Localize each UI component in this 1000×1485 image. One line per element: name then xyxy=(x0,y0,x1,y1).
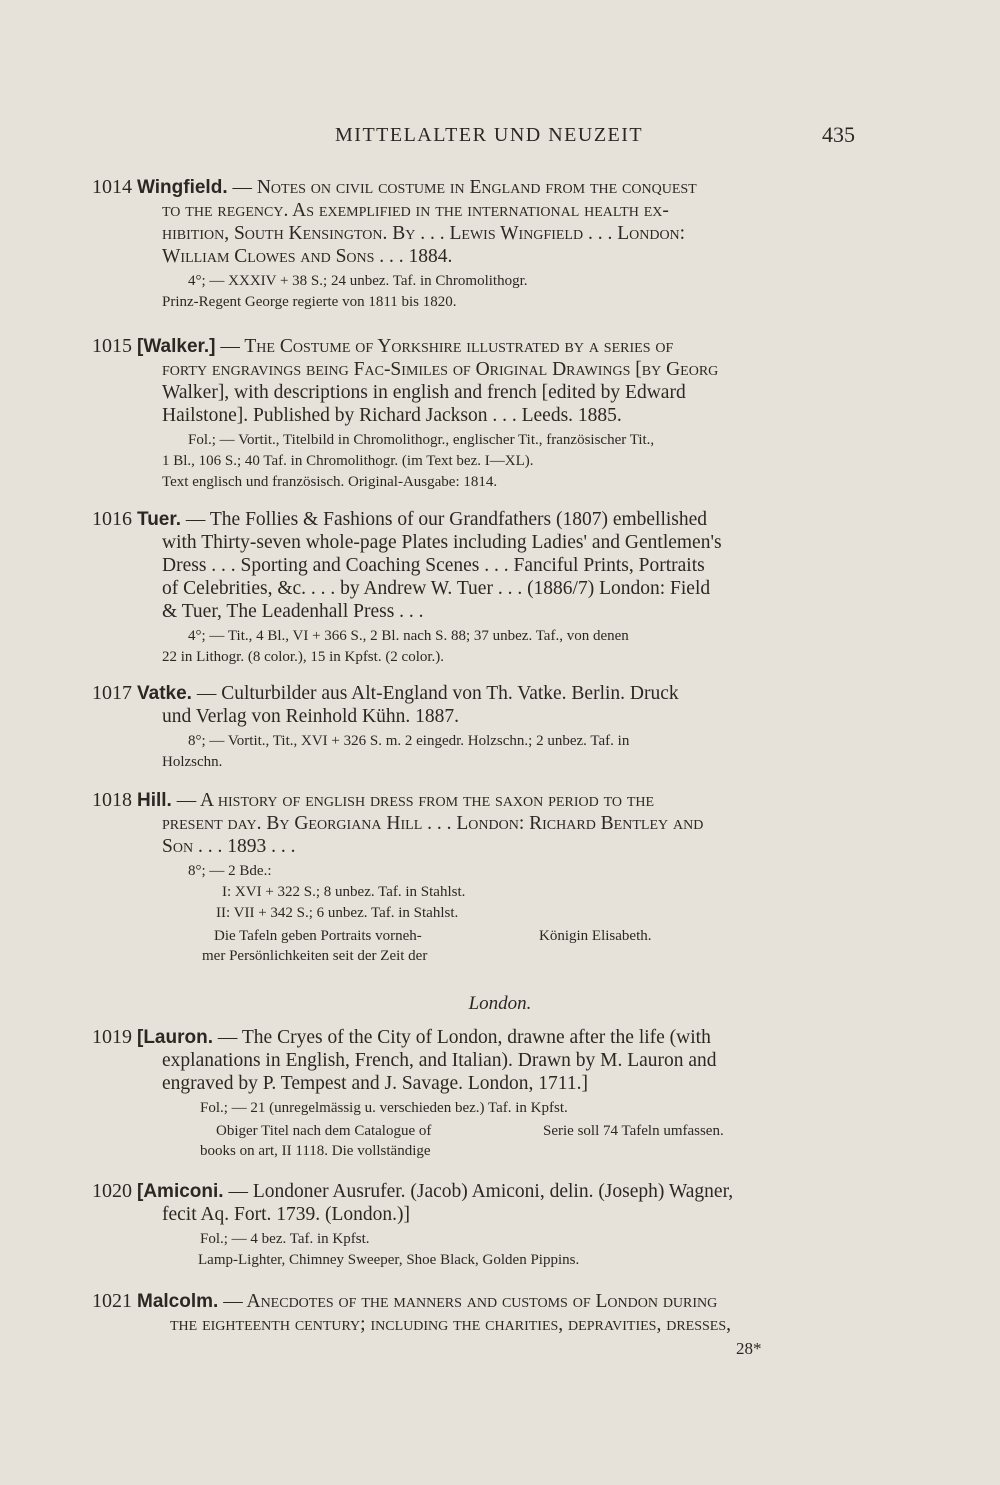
entry-line: — Anecdotes of the manners and customs of London during xyxy=(223,1291,718,1312)
entry-1015 xyxy=(92,335,864,493)
entry-1018 xyxy=(92,789,864,966)
entry-note xyxy=(92,1229,864,1271)
entry-text xyxy=(92,1026,864,1095)
note-line: 8°; — 2 Bde.: xyxy=(188,863,272,879)
entry-number: 1017 xyxy=(92,682,132,704)
entry-number: 1016 xyxy=(92,508,132,530)
note-line: Fol.; — Vortit., Titelbild in Chromolithogr., englischer Tit., französischer Tit., xyxy=(188,432,655,448)
entry-line: forty engravings being Fac-Similes of Original Drawings [by Georg xyxy=(162,359,719,380)
note-line: mer Persönlichkeiten seit der Zeit der xyxy=(202,948,428,964)
entry-1019 xyxy=(92,1026,864,1161)
note-line: Text englisch und französisch. Original-Ausgabe: 1814. xyxy=(162,474,498,490)
entry-note xyxy=(92,626,864,668)
entry-line: und Verlag von Reinhold Kühn. 1887. xyxy=(162,706,459,727)
note-line: 22 in Lithogr. (8 color.), 15 in Kpfst. (2 color.). xyxy=(162,649,445,665)
entry-line: engraved by P. Tempest and J. Savage. London, 1711.] xyxy=(162,1073,588,1094)
note-line: Fol.; — 4 bez. Taf. in Kpfst. xyxy=(200,1231,370,1247)
entry-line: fecit Aq. Fort. 1739. (London.)] xyxy=(162,1204,411,1225)
entry-text xyxy=(92,335,864,427)
entry-1021 xyxy=(92,1290,864,1336)
entry-line: — The Costume of Yorkshire illustrated by a series of xyxy=(220,336,674,357)
entry-note xyxy=(92,1098,864,1119)
note-line: Obiger Titel nach dem Catalogue of xyxy=(216,1123,432,1139)
entry-line: Walker], with descriptions in english and french [edited by Edward xyxy=(162,382,686,403)
entry-line: explanations in English, French, and Italian). Drawn by M. Lauron and xyxy=(162,1050,717,1071)
running-title: MITTELALTER UND NEUZEIT xyxy=(335,124,644,146)
entry-line: the eighteenth century; including the charities, depravities, dresses, xyxy=(170,1314,731,1335)
entry-line: & Tuer, The Leadenhall Press . . . xyxy=(162,601,424,622)
entry-number: 1019 xyxy=(92,1026,132,1048)
entry-note xyxy=(92,731,864,773)
note-line: Serie soll 74 Tafeln umfassen. xyxy=(543,1123,724,1139)
entry-line: of Celebrities, &c. . . . by Andrew W. Tuer . . . (1886/7) London: Field xyxy=(162,578,711,599)
note-line: 8°; — Vortit., Tit., XVI + 326 S. m. 2 eingedr. Holzschn.; 2 unbez. Taf. in xyxy=(188,733,630,749)
entry-line: — A history of english dress from the saxon period to the xyxy=(176,790,655,811)
entry-text xyxy=(92,508,864,623)
entry-1017 xyxy=(92,682,864,773)
entry-1014 xyxy=(92,176,864,313)
entry-line: with Thirty-seven whole-page Plates including Ladies' and Gentlemen's xyxy=(162,532,722,553)
signature-mark: 28* xyxy=(736,1339,762,1358)
entry-note xyxy=(92,861,864,924)
note-line: Die Tafeln geben Portraits vorneh- xyxy=(214,928,422,944)
entry-line: — Notes on civil costume in England from the conquest xyxy=(232,177,697,198)
note-line: 1 Bl., 106 S.; 40 Taf. in Chromolithogr. (im Text bez. I—XL). xyxy=(162,453,534,469)
note-line: Königin Elisabeth. xyxy=(539,928,652,944)
entry-line: — The Follies & Fashions of our Grandfathers (1807) embellished xyxy=(185,509,708,530)
entry-line: Hailstone]. Published by Richard Jackson . . . Leeds. 1885. xyxy=(162,405,622,426)
page-number: 435 xyxy=(822,122,855,147)
entry-text xyxy=(92,1180,864,1226)
entry-number: 1014 xyxy=(92,176,132,198)
note-line: II: VII + 342 S.; 6 unbez. Taf. in Stahlst. xyxy=(216,905,459,921)
entry-line: Dress . . . Sporting and Coaching Scenes . . . Fanciful Prints, Portraits xyxy=(162,555,705,576)
note-line: Holzschn. xyxy=(162,754,223,770)
entry-author: Hill. xyxy=(137,790,172,811)
note-line: 4°; — Tit., 4 Bl., VI + 366 S., 2 Bl. nach S. 88; 37 unbez. Taf., von denen xyxy=(188,628,629,644)
entry-line: — Culturbilder aus Alt-England von Th. Vatke. Berlin. Druck xyxy=(196,683,679,704)
entry-author: Vatke. xyxy=(137,683,192,704)
note-columns xyxy=(92,926,864,966)
entry-text xyxy=(92,1290,864,1336)
entry-1020 xyxy=(92,1180,864,1271)
entry-line: to the regency. As exemplified in the international health ex- xyxy=(162,200,669,221)
note-line: books on art, II 1118. Die vollständige xyxy=(200,1143,431,1159)
entry-number: 1015 xyxy=(92,335,132,357)
entry-author: Tuer. xyxy=(137,509,181,530)
entry-author: Malcolm. xyxy=(137,1291,219,1312)
note-line: 4°; — XXXIV + 38 S.; 24 unbez. Taf. in Chromolithogr. xyxy=(188,273,528,289)
entry-line: hibition, South Kensington. By . . . Lewis Wingfield . . . London: xyxy=(162,223,686,244)
entry-author: [Lauron. xyxy=(137,1027,213,1048)
entry-author: [Walker.] xyxy=(137,336,216,357)
entry-text xyxy=(92,176,864,268)
entry-line: present day. By Georgiana Hill . . . London: Richard Bentley and xyxy=(162,813,704,834)
section-heading: London. xyxy=(468,993,532,1014)
entry-line: Son . . . 1893 . . . xyxy=(162,836,296,857)
entry-line: — The Cryes of the City of London, drawne after the life (with xyxy=(217,1027,711,1048)
entry-number: 1021 xyxy=(92,1290,132,1312)
note-line: I: XVI + 322 S.; 8 unbez. Taf. in Stahlst. xyxy=(222,884,466,900)
page-header xyxy=(335,124,855,154)
entry-author: Wingfield. xyxy=(137,177,228,198)
entry-1016 xyxy=(92,508,864,668)
note-line: Prinz-Regent George regierte von 1811 bis 1820. xyxy=(162,294,457,310)
entry-number: 1018 xyxy=(92,789,132,811)
note-line: Fol.; — 21 (unregelmässig u. verschieden bez.) Taf. in Kpfst. xyxy=(200,1100,568,1116)
entry-number: 1020 xyxy=(92,1180,132,1202)
entry-author: [Amiconi. xyxy=(137,1181,224,1202)
note-line: Lamp-Lighter, Chimney Sweeper, Shoe Black, Golden Pippins. xyxy=(198,1252,580,1268)
entry-note xyxy=(92,271,864,313)
entry-text xyxy=(92,789,864,858)
entry-note xyxy=(92,430,864,493)
entry-text xyxy=(92,682,864,728)
entry-line: — Londoner Ausrufer. (Jacob) Amiconi, delin. (Joseph) Wagner, xyxy=(228,1181,734,1202)
entry-line: William Clowes and Sons . . . 1884. xyxy=(162,246,453,267)
note-columns xyxy=(92,1121,864,1161)
